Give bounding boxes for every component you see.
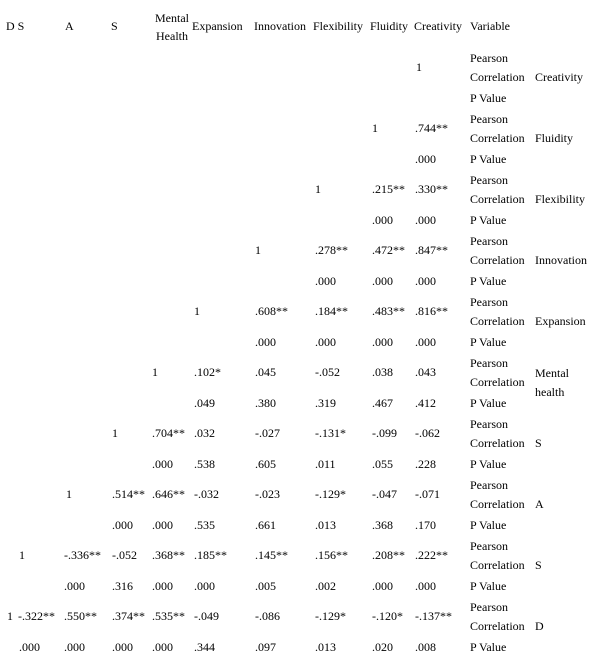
variable-fluidity: Fluidity <box>535 131 574 145</box>
cell-flexibility-creativity-r: .330** <box>415 182 448 196</box>
p-value-label: P Value <box>470 91 507 105</box>
cell-expansion-fluidity-p: .000 <box>372 335 393 349</box>
cell-s2-expansion-r: .185** <box>194 548 227 562</box>
cell-a-creativity-r: -.071 <box>415 487 440 501</box>
header-creativity: Creativity <box>414 19 462 33</box>
cell-mental-fluidity-p: .467 <box>372 396 393 410</box>
pearson-label: Pearson <box>470 51 508 65</box>
cell-a-flexibility-r: -.129* <box>315 487 346 501</box>
cell-expansion-creativity-r: .816** <box>415 304 448 318</box>
cell-flexibility-flexibility-r: 1 <box>315 182 321 196</box>
cell-d-a-r: .550** <box>64 609 97 623</box>
p-value-label: P Value <box>470 457 507 471</box>
cell-fluidity-creativity-p: .000 <box>415 152 436 166</box>
cell-s-flexibility-r: -.131* <box>315 426 346 440</box>
cell-mental-flexibility-p: .319 <box>315 396 336 410</box>
cell-d-mental-p: .000 <box>152 640 173 654</box>
cell-s2-s2-r: 1 <box>19 548 25 562</box>
header-flexibility: Flexibility <box>313 19 364 33</box>
cell-s-flexibility-p: .011 <box>315 457 336 471</box>
cell-innovation-innovation-r: 1 <box>255 243 261 257</box>
cell-s-expansion-r: .032 <box>194 426 215 440</box>
cell-s-innovation-r: -.027 <box>255 426 280 440</box>
pearson-label: Pearson <box>470 234 508 248</box>
cell-expansion-expansion-r: 1 <box>194 304 200 318</box>
cell-flexibility-creativity-p: .000 <box>415 213 436 227</box>
cell-innovation-fluidity-p: .000 <box>372 274 393 288</box>
pearson-label: Pearson <box>470 295 508 309</box>
correlation-label: Correlation <box>470 131 525 145</box>
cell-d-innovation-p: .097 <box>255 640 276 654</box>
cell-s2-mental-r: .368** <box>152 548 185 562</box>
cell-a-a-r: 1 <box>66 487 72 501</box>
correlation-label: Correlation <box>470 497 525 511</box>
cell-s2-flexibility-r: .156** <box>315 548 348 562</box>
cell-s-creativity-p: .228 <box>415 457 436 471</box>
header-innovation: Innovation <box>254 19 306 33</box>
p-value-label: P Value <box>470 213 507 227</box>
cell-s-fluidity-p: .055 <box>372 457 393 471</box>
cell-s2-creativity-r: .222** <box>415 548 448 562</box>
header-fluidity: Fluidity <box>370 19 409 33</box>
p-value-label: P Value <box>470 518 507 532</box>
cell-mental-expansion-p: .049 <box>194 396 215 410</box>
cell-innovation-flexibility-p: .000 <box>315 274 336 288</box>
cell-innovation-creativity-p: .000 <box>415 274 436 288</box>
cell-d-mental-r: .535** <box>152 609 185 623</box>
header-health: Health <box>156 29 188 43</box>
cell-fluidity-fluidity-r: 1 <box>372 121 378 135</box>
cell-innovation-fluidity-r: .472** <box>372 243 405 257</box>
cell-d-flexibility-r: -.129* <box>315 609 346 623</box>
cell-d-creativity-p: .008 <box>415 640 436 654</box>
p-value-label: P Value <box>470 335 507 349</box>
cell-expansion-innovation-p: .000 <box>255 335 276 349</box>
p-value-label: P Value <box>470 152 507 166</box>
pearson-label: Pearson <box>470 112 508 126</box>
cell-d-s-p: .000 <box>112 640 133 654</box>
cell-expansion-flexibility-p: .000 <box>315 335 336 349</box>
pearson-label: Pearson <box>470 417 508 431</box>
cell-a-expansion-p: .535 <box>194 518 215 532</box>
pearson-label: Pearson <box>470 356 508 370</box>
cell-d-s2-p: .000 <box>19 640 40 654</box>
header-ds: D S <box>6 19 25 33</box>
cell-a-expansion-r: -.032 <box>194 487 219 501</box>
cell-s2-a-p: .000 <box>64 579 85 593</box>
correlation-label: Correlation <box>470 436 525 450</box>
cell-s-mental-p: .000 <box>152 457 173 471</box>
correlation-label: Correlation <box>470 558 525 572</box>
cell-a-fluidity-p: .368 <box>372 518 393 532</box>
cell-a-s-r: .514** <box>112 487 145 501</box>
cell-s-s-r: 1 <box>112 426 118 440</box>
cell-s-innovation-p: .605 <box>255 457 276 471</box>
cell-mental-creativity-p: .412 <box>415 396 436 410</box>
cell-a-creativity-p: .170 <box>415 518 436 532</box>
cell-mental-expansion-r: .102* <box>194 365 221 379</box>
cell-expansion-innovation-r: .608** <box>255 304 288 318</box>
cell-a-innovation-p: .661 <box>255 518 276 532</box>
cell-s2-s-r: -.052 <box>112 548 137 562</box>
cell-s2-a-r: -.336** <box>64 548 101 562</box>
cell-s2-fluidity-p: .000 <box>372 579 393 593</box>
p-value-label: P Value <box>470 396 507 410</box>
cell-expansion-fluidity-r: .483** <box>372 304 405 318</box>
cell-a-s-p: .000 <box>112 518 133 532</box>
cell-d-fluidity-p: .020 <box>372 640 393 654</box>
correlation-label: Correlation <box>470 192 525 206</box>
correlation-label: Correlation <box>470 314 525 328</box>
cell-innovation-creativity-r: .847** <box>415 243 448 257</box>
cell-expansion-creativity-p: .000 <box>415 335 436 349</box>
cell-a-innovation-r: -.023 <box>255 487 280 501</box>
correlation-label: Correlation <box>470 70 525 84</box>
pearson-label: Pearson <box>470 173 508 187</box>
variable-creativity: Creativity <box>535 70 583 84</box>
cell-mental-fluidity-r: .038 <box>372 365 393 379</box>
variable-d: D <box>535 619 544 633</box>
header-expansion: Expansion <box>192 19 243 33</box>
cell-a-flexibility-p: .013 <box>315 518 336 532</box>
cell-flexibility-fluidity-p: .000 <box>372 213 393 227</box>
variable-a: A <box>535 497 544 511</box>
cell-s2-creativity-p: .000 <box>415 579 436 593</box>
cell-s2-innovation-r: .145** <box>255 548 288 562</box>
cell-s2-innovation-p: .005 <box>255 579 276 593</box>
correlation-label: Correlation <box>470 375 525 389</box>
correlation-label: Correlation <box>470 253 525 267</box>
cell-s-expansion-p: .538 <box>194 457 215 471</box>
cell-flexibility-fluidity-r: .215** <box>372 182 405 196</box>
cell-d-d-r: 1 <box>7 609 13 623</box>
cell-fluidity-creativity-r: .744** <box>415 121 448 135</box>
cell-d-fluidity-r: -.120* <box>372 609 403 623</box>
p-value-label: P Value <box>470 579 507 593</box>
cell-s-creativity-r: -.062 <box>415 426 440 440</box>
header-s: S <box>111 19 118 33</box>
cell-mental-mental-r: 1 <box>152 365 158 379</box>
cell-d-expansion-p: .344 <box>194 640 215 654</box>
cell-d-s-r: .374** <box>112 609 145 623</box>
cell-d-a-p: .000 <box>64 640 85 654</box>
cell-mental-innovation-p: .380 <box>255 396 276 410</box>
cell-mental-creativity-r: .043 <box>415 365 436 379</box>
cell-innovation-flexibility-r: .278** <box>315 243 348 257</box>
variable-s: S <box>535 436 542 450</box>
cell-s-mental-r: .704** <box>152 426 185 440</box>
cell-creativity-creativity-r: 1 <box>416 60 422 74</box>
p-value-label: P Value <box>470 274 507 288</box>
cell-s2-fluidity-r: .208** <box>372 548 405 562</box>
cell-a-mental-p: .000 <box>152 518 173 532</box>
cell-d-creativity-r: -.137** <box>415 609 452 623</box>
cell-a-fluidity-r: -.047 <box>372 487 397 501</box>
pearson-label: Pearson <box>470 539 508 553</box>
pearson-label: Pearson <box>470 600 508 614</box>
pearson-label: Pearson <box>470 478 508 492</box>
variable-innovation: Innovation <box>535 253 587 267</box>
header-a: A <box>65 19 74 33</box>
variable-flexibility: Flexibility <box>535 192 586 206</box>
header-variable: Variable <box>470 19 510 33</box>
cell-a-mental-r: .646** <box>152 487 185 501</box>
variable-s: S <box>535 558 542 572</box>
cell-s2-s-p: .316 <box>112 579 133 593</box>
cell-d-s2-r: -.322** <box>18 609 55 623</box>
cell-s-fluidity-r: -.099 <box>372 426 397 440</box>
variable-mental: Mental <box>535 366 569 380</box>
p-value-label: P Value <box>470 640 507 654</box>
cell-d-innovation-r: -.086 <box>255 609 280 623</box>
variable-expansion: Expansion <box>535 314 586 328</box>
cell-d-expansion-r: -.049 <box>194 609 219 623</box>
cell-s2-expansion-p: .000 <box>194 579 215 593</box>
cell-mental-flexibility-r: -.052 <box>315 365 340 379</box>
header-mental: Mental <box>155 11 189 25</box>
cell-s2-flexibility-p: .002 <box>315 579 336 593</box>
cell-d-flexibility-p: .013 <box>315 640 336 654</box>
variable-health: health <box>535 385 565 399</box>
correlation-label: Correlation <box>470 619 525 633</box>
cell-expansion-flexibility-r: .184** <box>315 304 348 318</box>
cell-s2-mental-p: .000 <box>152 579 173 593</box>
cell-mental-innovation-r: .045 <box>255 365 276 379</box>
